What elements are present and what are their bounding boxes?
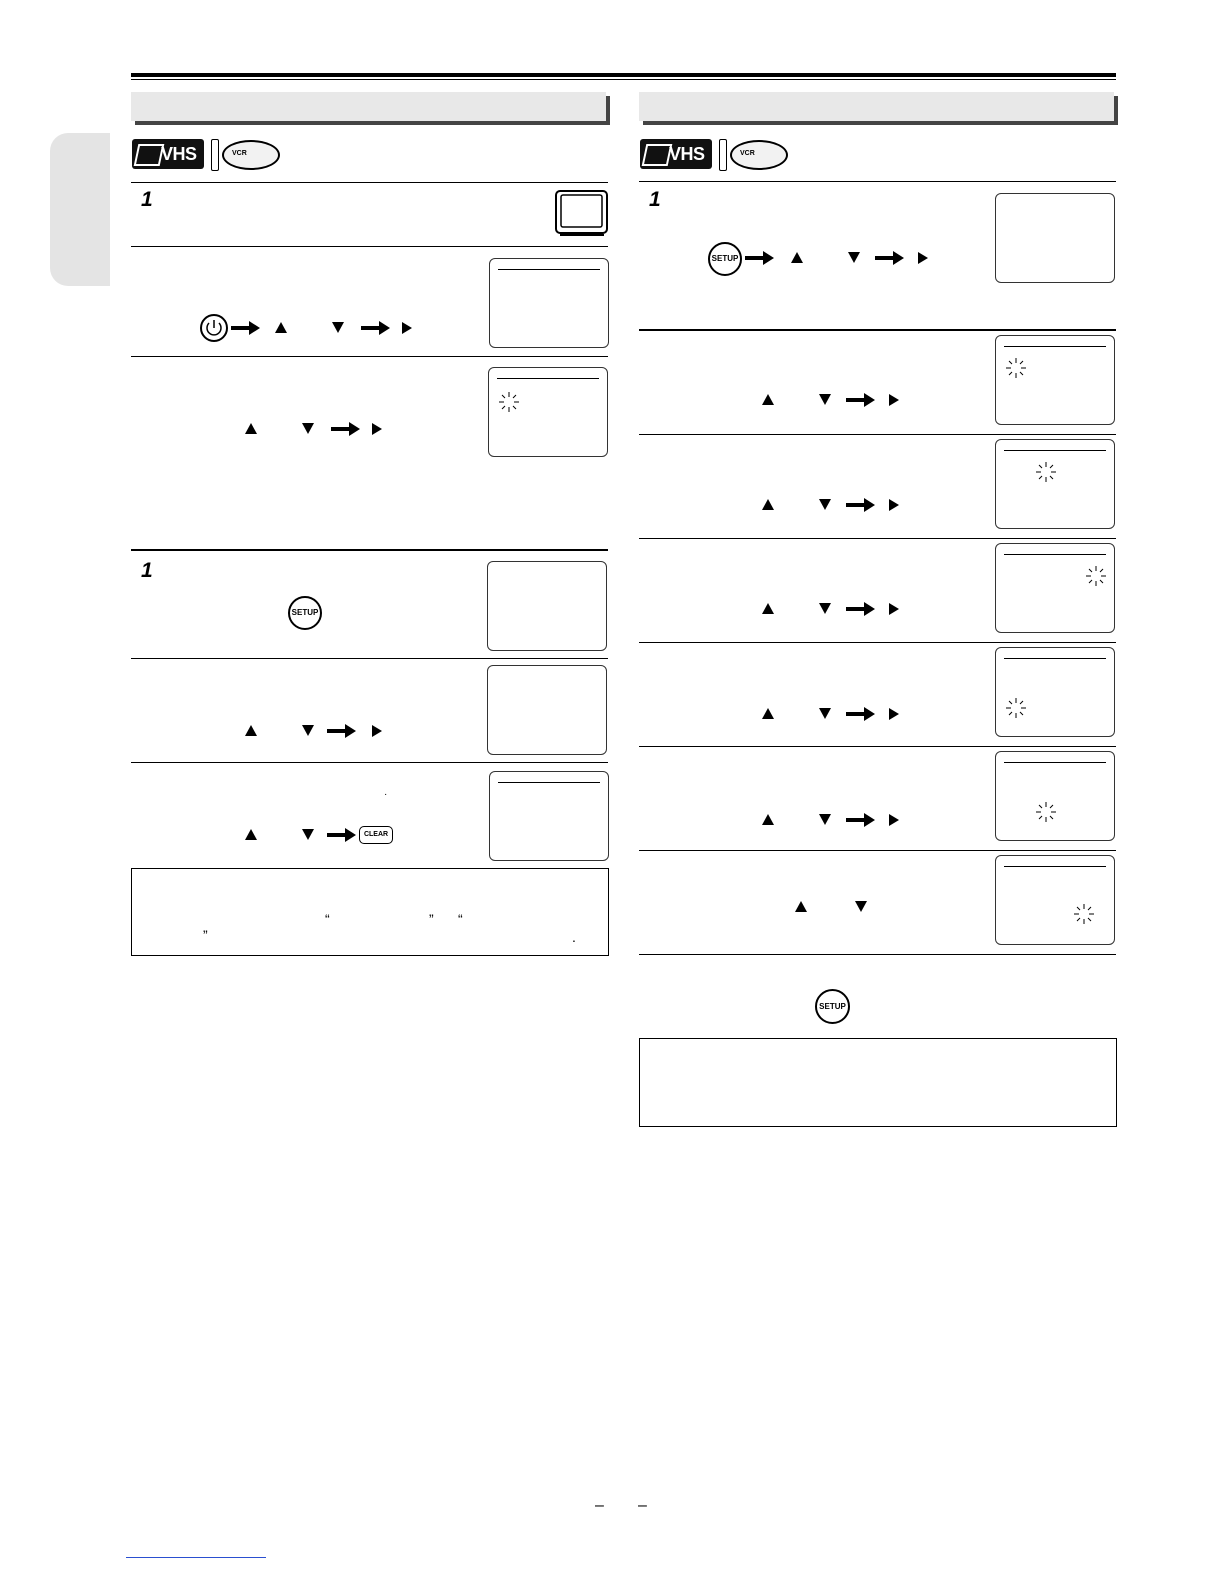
right-divider-6 (639, 746, 1116, 747)
note-quote-open-1: “ (325, 911, 330, 927)
right-step-1-number: 1 (649, 188, 661, 211)
note-quote-close-1: ” (429, 911, 434, 927)
osd-screen-right-5 (995, 647, 1115, 737)
left-divider-3 (131, 356, 608, 357)
osd-screen-left-2 (489, 258, 609, 348)
osd-screen-left-4 (487, 561, 607, 651)
right-divider-1 (639, 181, 1116, 182)
arrow-right-icon (361, 318, 391, 338)
down-button-icon (819, 814, 831, 825)
cursor-blink-icon (1004, 356, 1028, 380)
right-button-icon (889, 499, 899, 511)
down-button-icon (302, 829, 314, 840)
down-button-icon (855, 901, 867, 912)
up-button-icon (275, 322, 287, 333)
osd-screen-left-6 (489, 771, 609, 861)
clear-button-icon: CLEAR (359, 826, 393, 844)
cursor-blink-icon (1084, 564, 1108, 588)
osd-screen-right-6 (995, 751, 1115, 841)
osd-screen-left-3 (488, 367, 608, 457)
left-divider-4 (131, 549, 608, 551)
up-button-icon (791, 252, 803, 263)
right-divider-3 (639, 434, 1116, 435)
left-step-1-number: 1 (141, 188, 153, 211)
arrow-right-icon (875, 248, 905, 268)
osd-screen-right-7 (995, 855, 1115, 945)
down-button-icon (848, 252, 860, 263)
right-button-icon (889, 394, 899, 406)
right-divider-7 (639, 850, 1116, 851)
left-divider-1 (131, 182, 608, 183)
osd-screen-right-1 (995, 193, 1115, 283)
right-divider-2 (639, 329, 1116, 331)
left-note-box (131, 868, 609, 956)
osd-screen-right-4 (995, 543, 1115, 633)
cursor-blink-icon (1072, 902, 1096, 926)
cursor-blink-icon (1004, 696, 1028, 720)
arrow-right-icon (327, 825, 357, 845)
vcr-button-icon-right: VCR (730, 140, 788, 170)
up-button-icon (762, 708, 774, 719)
up-button-icon (762, 814, 774, 825)
right-note-box (639, 1038, 1117, 1127)
right-button-icon (889, 814, 899, 826)
left-step-4-number: 1 (141, 559, 153, 582)
footer-link-underline (126, 1557, 266, 1558)
vhs-icon-right: VHS (640, 139, 712, 169)
language-side-tab (50, 133, 110, 286)
cursor-blink-icon (1034, 800, 1058, 824)
vcr-tag-icon-right (719, 139, 727, 171)
right-divider-4 (639, 538, 1116, 539)
page-dash-right: – (638, 1497, 647, 1514)
note-quote-close-2: ” (203, 927, 208, 943)
arrow-right-icon (846, 599, 876, 619)
header-rule-bottom (131, 79, 1116, 80)
down-button-icon (819, 708, 831, 719)
osd-screen-left-5 (487, 665, 607, 755)
page-dash-left: – (595, 1497, 604, 1514)
right-button-icon (372, 423, 382, 435)
right-button-icon (889, 603, 899, 615)
down-button-icon (819, 499, 831, 510)
tv-icon (554, 189, 610, 239)
right-divider-5 (639, 642, 1116, 643)
arrow-right-icon (745, 248, 775, 268)
arrow-right-icon (327, 721, 357, 741)
arrow-right-icon (846, 704, 876, 724)
setup-button-icon: SETUP (288, 596, 322, 630)
setup-button-icon: SETUP (815, 989, 850, 1024)
power-button-icon (199, 313, 229, 343)
small-dot: · (384, 789, 388, 800)
up-button-icon (762, 394, 774, 405)
arrow-right-icon (846, 810, 876, 830)
arrow-right-icon (331, 419, 361, 439)
arrow-right-icon (231, 318, 261, 338)
up-button-icon (762, 603, 774, 614)
arrow-right-icon (846, 495, 876, 515)
right-button-icon (889, 708, 899, 720)
vcr-tag-icon (211, 139, 219, 171)
up-button-icon (795, 901, 807, 912)
vcr-button-icon: VCR (222, 140, 280, 170)
left-divider-5 (131, 658, 608, 659)
right-divider-8 (639, 954, 1116, 955)
osd-screen-right-3 (995, 439, 1115, 529)
down-button-icon (819, 394, 831, 405)
left-divider-2 (131, 246, 608, 247)
note-period: . (572, 929, 576, 945)
arrow-right-icon (846, 390, 876, 410)
down-button-icon (332, 322, 344, 333)
cursor-blink-icon (1034, 460, 1058, 484)
vhs-icon: VHS (132, 139, 204, 169)
note-quote-open-2: “ (458, 911, 463, 927)
up-button-icon (245, 423, 257, 434)
left-section-header (131, 92, 606, 121)
up-button-icon (245, 725, 257, 736)
down-button-icon (302, 423, 314, 434)
setup-button-icon: SETUP (708, 242, 742, 276)
down-button-icon (819, 603, 831, 614)
up-button-icon (245, 829, 257, 840)
up-button-icon (762, 499, 774, 510)
right-button-icon (918, 252, 928, 264)
cursor-blink-icon (497, 390, 521, 414)
osd-screen-right-2 (995, 335, 1115, 425)
down-button-icon (302, 725, 314, 736)
left-divider-6 (131, 762, 608, 763)
header-rule-top (131, 73, 1116, 77)
right-section-header (639, 92, 1114, 121)
right-button-icon (372, 725, 382, 737)
right-button-icon (402, 322, 412, 334)
